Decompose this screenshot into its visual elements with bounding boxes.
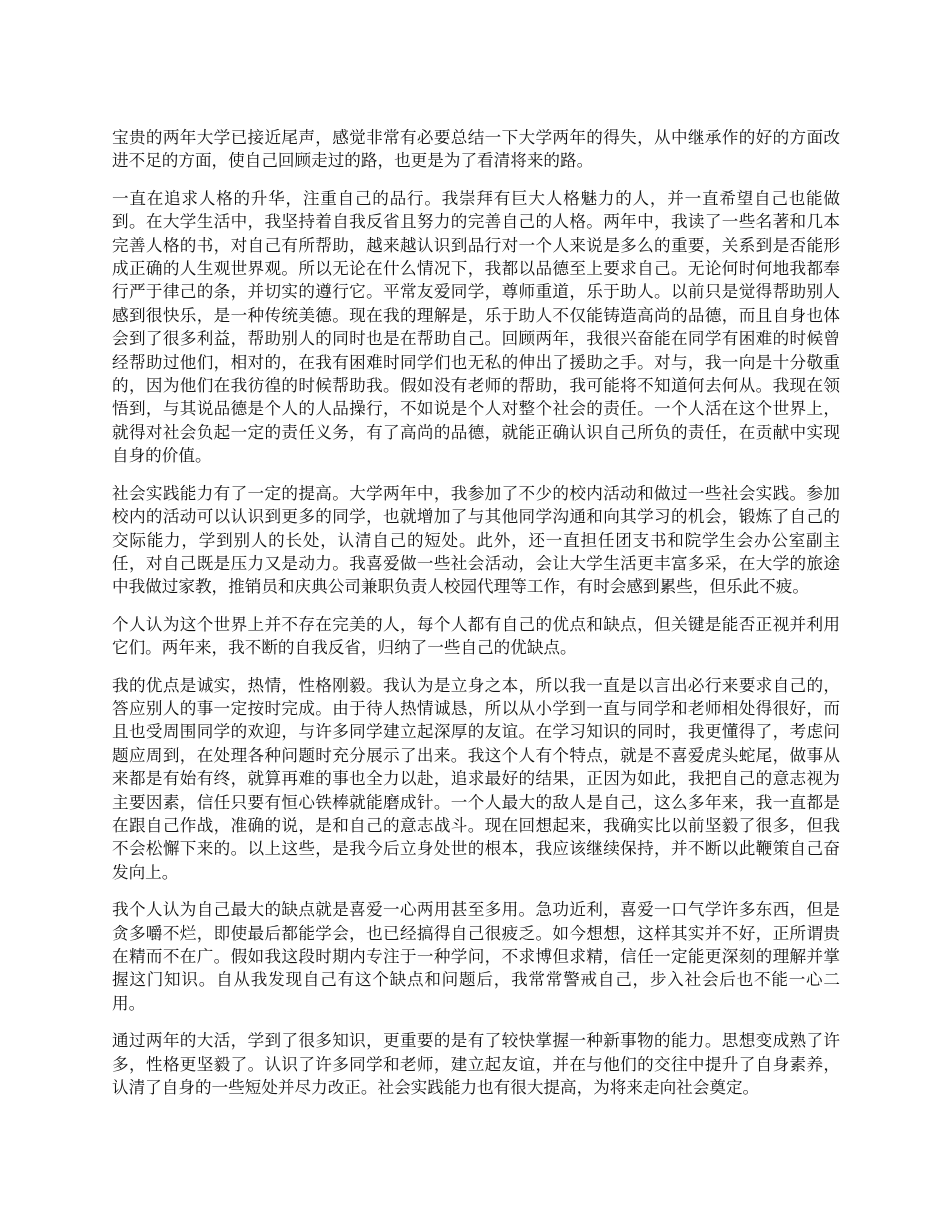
paragraph-character: 一直在追求人格的升华，注重自己的品行。我崇拜有巨大人格魅力的人，并一直希望自己也能做到。在大学生活中，我坚持着自我反省且努力的完善自己的人格。两年中，我读了一些名著和几本完善人格的书，对自己有所帮助，越来越认识到品行对一个人来说是多么的重要，关系到是否能形成正确的人生观世界观。所以无论在什么情况下，我都以品德至上要求自己。无论何时何地我都奉行严于律己的条，并切实的遵行它。平常友爱同学，尊师重道，乐于助人。以前只是觉得帮助别人感到很快乐，是一种传统美德。现在我的理解是，乐于助人不仅能铸造高尚的品德，而且自身也体会到了很多利益，帮助别人的同时也是在帮助自己。回顾两年，我很兴奋能在同学有困难的时候曾经帮助过他们，相对的，在我有困难时同学们也无私的伸出了援助之手。对与，我一向是十分敬重的，因为他们在我彷徨的时候帮助我。假如没有老师的帮助，我可能将不知道何去何从。我现在领悟到，与其说品德是个人的人品操行，不如说是个人对整个社会的责任。一个人活在这个世界上，就得对社会负起一定的责任义务，有了高尚的品德，就能正确认识自己所负的责任，在贡献中实现自身的价值。	[112, 188, 840, 466]
document-body	[112, 126, 840, 1113]
paragraph-conclusion: 通过两年的大活，学到了很多知识，更重要的是有了较快掌握一种新事物的能力。思想变成熟了许多，性格更坚毅了。认识了许多同学和老师，建立起友谊，并在与他们的交往中提升了自身素养，认清了自身的一些短处并尽力改正。社会实践能力也有很大提高，为将来走向社会奠定。	[112, 1031, 840, 1098]
paragraph-weaknesses: 我个人认为自己最大的缺点就是喜爱一心两用甚至多用。急功近利，喜爱一口气学许多东西，但是贪多嚼不烂，即使最后都能学会，也已经搞得自己很疲乏。如今想想，这样其实并不好，正所谓贵在精而不在广。假如我这段时期内专注于一种学问，不求博但求精，信任一定能更深刻的理解并掌握这门知识。自从我发现自己有这个缺点和问题后，我常常警戒自己，步入社会后也不能一心二用。	[112, 900, 840, 1013]
paragraph-social-practice: 社会实践能力有了一定的提高。大学两年中，我参加了不少的校内活动和做过一些社会实践。参加校内的活动可以认识到更多的同学，也就增加了与其他同学沟通和向其学习的机会，锻炼了自己的交际能力，学到别人的长处，认清自己的短处。此外，还一直担任团支书和院学生会办公室副主任，对自己既是压力又是动力。我喜爱做一些社会活动，会让大学生活更丰富多采，在大学的旅途中我做过家教，推销员和庆典公司兼职负责人校园代理等工作，有时会感到累些，但乐此不疲。	[112, 483, 840, 597]
paragraph-strengths-weaknesses: 个人认为这个世界上并不存在完美的人，每个人都有自己的优点和缺点，但关键是能否正视并利用它们。两年来，我不断的自我反省，归纳了一些自己的优缺点。	[112, 614, 840, 658]
paragraph-strengths: 我的优点是诚实，热情，性格刚毅。我认为是立身之本，所以我一直是以言出必行来要求自己的，答应别人的事一定按时完成。由于待人热情诚恳，所以从小学到一直与同学和老师相处得很好，而且也受周围同学的欢迎，与许多同学建立起深厚的友谊。在学习知识的同时，我更懂得了，考虑问题应周到，在处理各种问题时充分展示了出来。我这个人有个特点，就是不喜爱虎头蛇尾，做事从来都是有始有终，就算再难的事也全力以赴，追求最好的结果，正因为如此，我把自己的意志视为主要因素，信任只要有恒心铁棒就能磨成针。一个人最大的敌人是自己，这么多年来，我一直都是在跟自己作战，准确的说，是和自己的意志战斗。现在回想起来，我确实比以前坚毅了很多，但我不会松懈下来的。以上这些，是我今后立身处世的根本，我应该继续保持，并不断以此鞭策自己奋发向上。	[112, 675, 840, 882]
paragraph-intro: 宝贵的两年大学已接近尾声，感觉非常有必要总结一下大学两年的得失，从中继承作的好的方面改进不足的方面，使自己回顾走过的路，也更是为了看清将来的路。	[112, 128, 840, 171]
